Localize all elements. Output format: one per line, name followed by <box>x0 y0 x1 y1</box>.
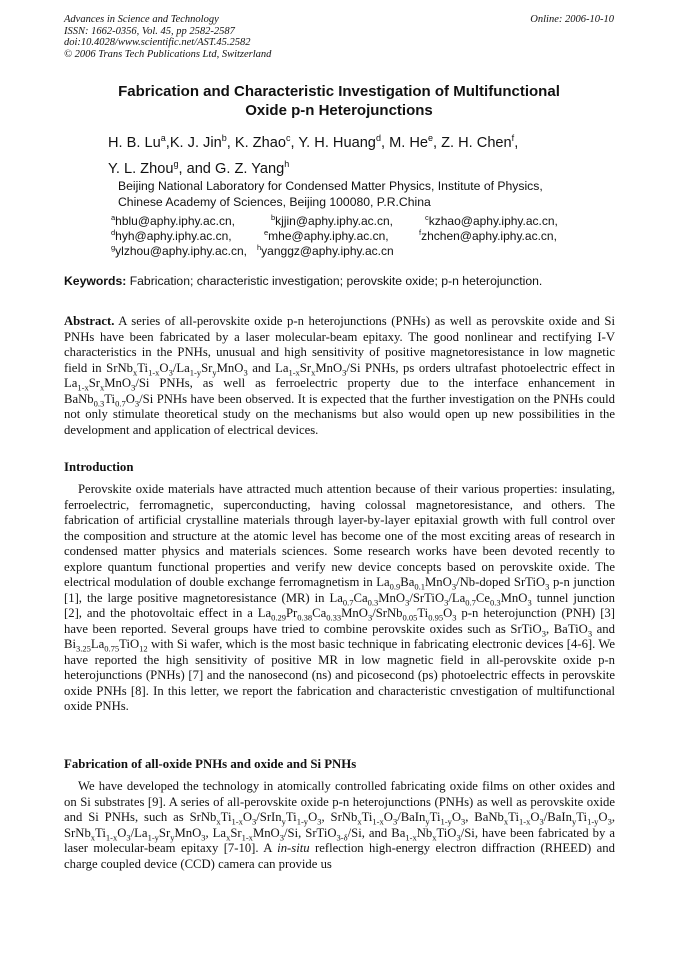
text-run: 3 <box>168 367 173 378</box>
text-run: 0.7 <box>115 398 126 409</box>
email-entry: $^c$kzhao@aphy.iphy.ac.cn, <box>425 213 558 228</box>
text-run: 1-y <box>147 832 159 843</box>
author: H. B. Lu$^a$ <box>108 133 166 151</box>
heading-introduction: Introduction <box>64 460 134 474</box>
text-run: /SrNb <box>372 606 403 620</box>
text-run: 1-x <box>148 367 160 378</box>
text-run: Ca <box>353 590 368 605</box>
affiliation: Beijing National Laboratory for Condensed Matter Physics, Institute of Physics, Chinese Academy of Sciences, Beijing 100080, P.R.China <box>118 179 543 209</box>
text-run: 0.3 <box>367 597 379 608</box>
journal-doi: doi:10.4028/www.scientific.net/AST.45.2582 <box>64 37 251 49</box>
text-run: 0.3 <box>93 398 105 409</box>
text-run: , SrNb <box>64 810 615 840</box>
text-run: /BaIn <box>543 810 572 824</box>
text-run: MnO <box>315 360 343 375</box>
author: K. J. Jin$^b$ <box>169 133 227 151</box>
text-run: Ti <box>220 810 232 824</box>
text-run: x <box>90 832 96 843</box>
text-run: 0.95 <box>428 612 444 623</box>
text-run: /Nb-doped SrTiO <box>456 575 546 589</box>
text-run: Ca <box>312 606 327 620</box>
text-run: , BaTiO <box>545 621 588 636</box>
keywords-label: Keywords: <box>64 274 127 288</box>
text-run: tunnel junction [2], and the photovoltaic effect in a La <box>64 590 615 620</box>
text-run: O <box>530 810 540 824</box>
text-run: 3 <box>252 816 257 827</box>
text-run: 1-y <box>440 816 452 827</box>
text-run: Ti <box>508 810 519 824</box>
title-line-2: Oxide p-n Heterojunctions <box>245 102 433 119</box>
text-run: 0.38 <box>297 612 313 623</box>
text-run: 0.05 <box>402 612 418 623</box>
text-run: /La <box>130 825 148 840</box>
text-run: 3 <box>587 628 593 639</box>
text-run: x <box>432 832 437 843</box>
text-run: O <box>308 810 318 824</box>
author: Y. H. Huang$^d$ <box>298 133 381 151</box>
keywords <box>64 274 616 288</box>
text-run: O <box>242 810 252 824</box>
text-run: p-n heterojunction (PNH) [3] have been reported. Several groups have tried to combine perovskite oxides such as SrTiO <box>64 606 615 636</box>
text-run: /La <box>172 360 190 375</box>
text-run: , SrNb <box>321 810 358 824</box>
text-run: 1-x <box>241 832 253 843</box>
text-run: y <box>170 832 175 843</box>
text-run: O <box>117 825 127 840</box>
text-run: Ti <box>429 810 441 824</box>
text-run: 1-x <box>372 816 384 827</box>
text-run: 12 <box>139 643 148 654</box>
abstract-text <box>64 314 615 437</box>
abstract <box>64 314 615 438</box>
text-run: in-situ <box>277 841 310 855</box>
text-run: Pr <box>286 606 298 620</box>
text-run: 3 <box>545 581 550 592</box>
text-run: MnO <box>104 376 132 390</box>
email-entry: $^e$mhe@aphy.iphy.ac.cn, <box>264 228 389 243</box>
text-run: 0.7 <box>465 597 476 608</box>
text-run: Perovskite oxide materials have attracted much attention because of their various properties: insulating, ferroelectric, ferromagnetic, superconducting, having colossal magnetoresistance, and others. The fabrication of artificial crystalline materials through layer-by-layer epitaxial growth with full control over the composition and structure at the atomic level has become one of the most exciting areas of research in condensed matter physics and materials sciences. Some research works have been devoted recently to explore quantum functional properties and verify new device concepts based on perovskite oxide. The electrical modulation of double exchange ferromagnetism in La <box>64 482 615 589</box>
text-run: Ti <box>576 810 588 824</box>
text-run: Ti <box>285 810 297 824</box>
text-run: MnO <box>378 590 406 605</box>
introduction-text <box>64 482 615 715</box>
text-run: O <box>443 606 453 620</box>
text-run: , La <box>205 825 227 840</box>
text-run: 1-x <box>231 816 243 827</box>
text-run: x <box>503 816 509 827</box>
text-run: 0.3 <box>490 597 501 608</box>
text-run: Ti <box>417 606 429 620</box>
text-run: Ti <box>104 391 116 406</box>
text-run: /Si, SrTiO <box>283 825 337 840</box>
text-run: 3 <box>452 612 457 623</box>
text-run: MnO <box>500 590 528 605</box>
text-run: 0.7 <box>342 597 354 608</box>
author-list: H. B. Lu$^a$,K. J. Jin$^b$, K. Zhao$^c$, Y. H. Huang$^d$, M. He$^e$, Z. H. Chen$^f$, Y. L. Zhou$^g$, and G. Z. Yang$^h$ <box>108 133 519 177</box>
text-run: /Si PNHs, ps orders ultrafast photoelectric effect in La <box>64 360 615 390</box>
text-run: 3 <box>539 816 544 827</box>
text-run: 3.25 <box>76 643 91 654</box>
text-run: Nb <box>416 825 433 840</box>
text-run: 1-x <box>288 367 300 378</box>
text-run: /SrTiO <box>409 590 445 605</box>
email-entry: $^f$zhchen@aphy.iphy.ac.cn, <box>419 228 557 243</box>
text-run: x <box>216 816 221 827</box>
text-run: O <box>598 810 608 824</box>
text-run: 1-x <box>105 832 118 843</box>
author: Y. L. Zhou$^g$ <box>108 158 179 177</box>
text-run: O <box>159 360 169 375</box>
text-run: 0.1 <box>414 581 426 592</box>
text-run: MnO <box>341 606 368 620</box>
text-run: x <box>132 367 138 378</box>
text-run: reflection high-energy electron diffraction (RHEED) and charge coupled device (CCD) camera can provide us <box>64 841 615 871</box>
keywords-text: Fabrication; characteristic investigation; perovskite oxide; p-n heterojunction. <box>129 274 543 288</box>
text-run: , BaNb <box>465 810 504 824</box>
text-run: Ti <box>95 825 106 840</box>
abstract-label: Abstract. <box>64 314 115 328</box>
text-run: 3 <box>456 832 461 843</box>
text-run: MnO <box>216 360 244 375</box>
text-run: y <box>281 816 286 827</box>
email-entry: $^b$kjjin@aphy.iphy.ac.cn, <box>271 213 393 228</box>
text-run: 1-x <box>77 382 89 393</box>
text-run: Ti <box>361 810 373 824</box>
text-run: 0.29 <box>271 612 286 623</box>
text-run: We have developed the technology in atomically controlled fabricating oxide films on other oxides and on Si substrates [9]. A series of all-perovskite oxide p-n heterojunctions (PNHs) as well as perovskite oxide and Si PNHs, such as SrNb <box>64 779 615 824</box>
text-run: and Bi <box>64 621 615 651</box>
text-run: x <box>311 367 316 378</box>
text-run: 3 <box>527 597 532 608</box>
journal-meta <box>64 14 271 60</box>
text-run: 3 <box>243 367 248 378</box>
text-run: /Si PNHs, as well as ferroelectric property due to the interface enhancement in BaNb <box>64 376 615 406</box>
text-run: MnO <box>174 825 202 840</box>
text-run: Ti <box>137 360 149 375</box>
email-entry: $^g$ylzhou@aphy.iphy.ac.cn, <box>111 243 247 258</box>
text-run: and La <box>247 360 289 375</box>
email-entry: $^a$hblu@aphy.iphy.ac.cn, <box>111 213 235 228</box>
text-run: 3 <box>126 832 131 843</box>
text-run: 3 <box>367 612 373 623</box>
text-run: Sr <box>201 360 213 375</box>
text-run: Sr <box>299 360 312 375</box>
text-run: y <box>571 816 577 827</box>
text-run: 3 <box>541 628 546 639</box>
text-run: y <box>212 367 217 378</box>
text-run: 3 <box>392 816 398 827</box>
text-run: 3 <box>342 367 347 378</box>
text-run: 3-δ <box>336 832 348 843</box>
journal-name: Advances in Science and Technology <box>64 14 219 25</box>
text-run: 0.33 <box>326 612 342 623</box>
text-run: 1-x <box>519 816 531 827</box>
text-run: /Si, and Ba <box>347 825 406 840</box>
text-run: /Si PNHs have been observed. It is expected that the further investigation on the PNHs could not only stimulate theoretical study on the mechanisms but also would open up new possibilities in the development and application of electrical devices. <box>64 391 615 437</box>
text-run: 3 <box>134 398 140 409</box>
email-list <box>111 210 581 258</box>
author: K. Zhao$^c$ <box>234 133 291 151</box>
author: M. He$^e$ <box>389 133 433 151</box>
author: Z. H. Chen$^f$ <box>441 133 515 151</box>
text-run: TiO <box>436 825 457 840</box>
journal-copyright: © 2006 Trans Tech Publications Ltd, Switzerland <box>64 48 272 60</box>
text-run: Ba <box>400 575 415 589</box>
text-run: La <box>90 637 105 651</box>
text-run: 3 <box>317 816 322 827</box>
text-run: 3 <box>201 832 206 843</box>
text-run: O <box>125 391 135 406</box>
text-run: p-n junction [1], the large positive magnetoresistance (MR) in La <box>64 575 616 605</box>
text-run: TiO <box>119 637 140 651</box>
text-run: O <box>383 810 393 824</box>
paper-title <box>64 82 614 120</box>
text-run: Ce <box>475 590 491 605</box>
text-run: /La <box>448 590 466 605</box>
fabrication-text <box>64 779 615 872</box>
text-run: 3 <box>607 816 612 827</box>
heading-fabrication: Fabrication of all-oxide PNHs and oxide and Si PNHs <box>64 757 357 771</box>
text-run: x <box>100 382 105 393</box>
text-run: 3 <box>461 816 466 827</box>
text-run: 1-y <box>189 367 202 378</box>
text-run: 0.9 <box>389 581 401 592</box>
text-run: 0.75 <box>104 643 120 654</box>
text-run: 3 <box>131 382 136 393</box>
text-run: 3 <box>405 597 410 608</box>
text-run: x <box>226 832 231 843</box>
title-line-1: Fabrication and Characteristic Investigation of Multifunctional <box>118 83 560 100</box>
journal-issn: ISSN: 1662-0356, Vol. 45, pp 2582-2587 <box>64 25 235 37</box>
text-run: MnO <box>425 575 452 589</box>
text-run: x <box>357 816 362 827</box>
text-run: Sr <box>88 376 101 390</box>
text-run: /BaIn <box>397 810 426 824</box>
text-run: 3 <box>451 581 457 592</box>
text-run: A series of all-perovskite oxide p-n heterojunctions (PNHs) as well as perovskite oxide and Si PNHs have been fabricated by a laser molecular-beam epitaxy. The good nonlinear and rectifying I-V characteristics in the PNHs, unusual and high sensitivity of positive magnetoresistance in low magnetic field in SrNb <box>64 314 615 375</box>
email-entry: $^h$yanggz@aphy.iphy.ac.cn <box>257 243 394 258</box>
text-run: O <box>451 810 461 824</box>
email-entry: $^d$hyh@aphy.iphy.ac.cn, <box>111 228 232 243</box>
text-run: /Si, have been fabricated by a laser molecular-beam epitaxy [7-10]. A <box>64 825 615 855</box>
author: G. Z. Yang$^h$ <box>214 158 290 177</box>
text-run: with Si wafer, which is the most basic technique in fabricating electronic devices [4-6]. We have reported the high sensitivity of positive MR in low magnetic field in all-perovskite oxide p-n heterojunctions (PNHs) [7] and the nanosecond (ns) and picosecond (ps) photoelectric effects in perovskite oxide PNHs [8]. In this letter, we report the fabrication and characteristic cnvestigation of multifunctional oxide PNHs. <box>64 637 615 713</box>
text-run: Sr <box>230 825 242 840</box>
text-run: 1-y <box>587 816 599 827</box>
text-run: 1-y <box>296 816 309 827</box>
text-run: /SrIn <box>256 810 282 824</box>
text-run: 1-x <box>405 832 417 843</box>
online-date: Online: 2006-10-10 <box>530 14 614 25</box>
text-run: MnO <box>252 825 280 840</box>
text-run: 3 <box>444 597 449 608</box>
text-run: y <box>425 816 430 827</box>
text-run: 3 <box>279 832 284 843</box>
text-run: Sr <box>158 825 171 840</box>
